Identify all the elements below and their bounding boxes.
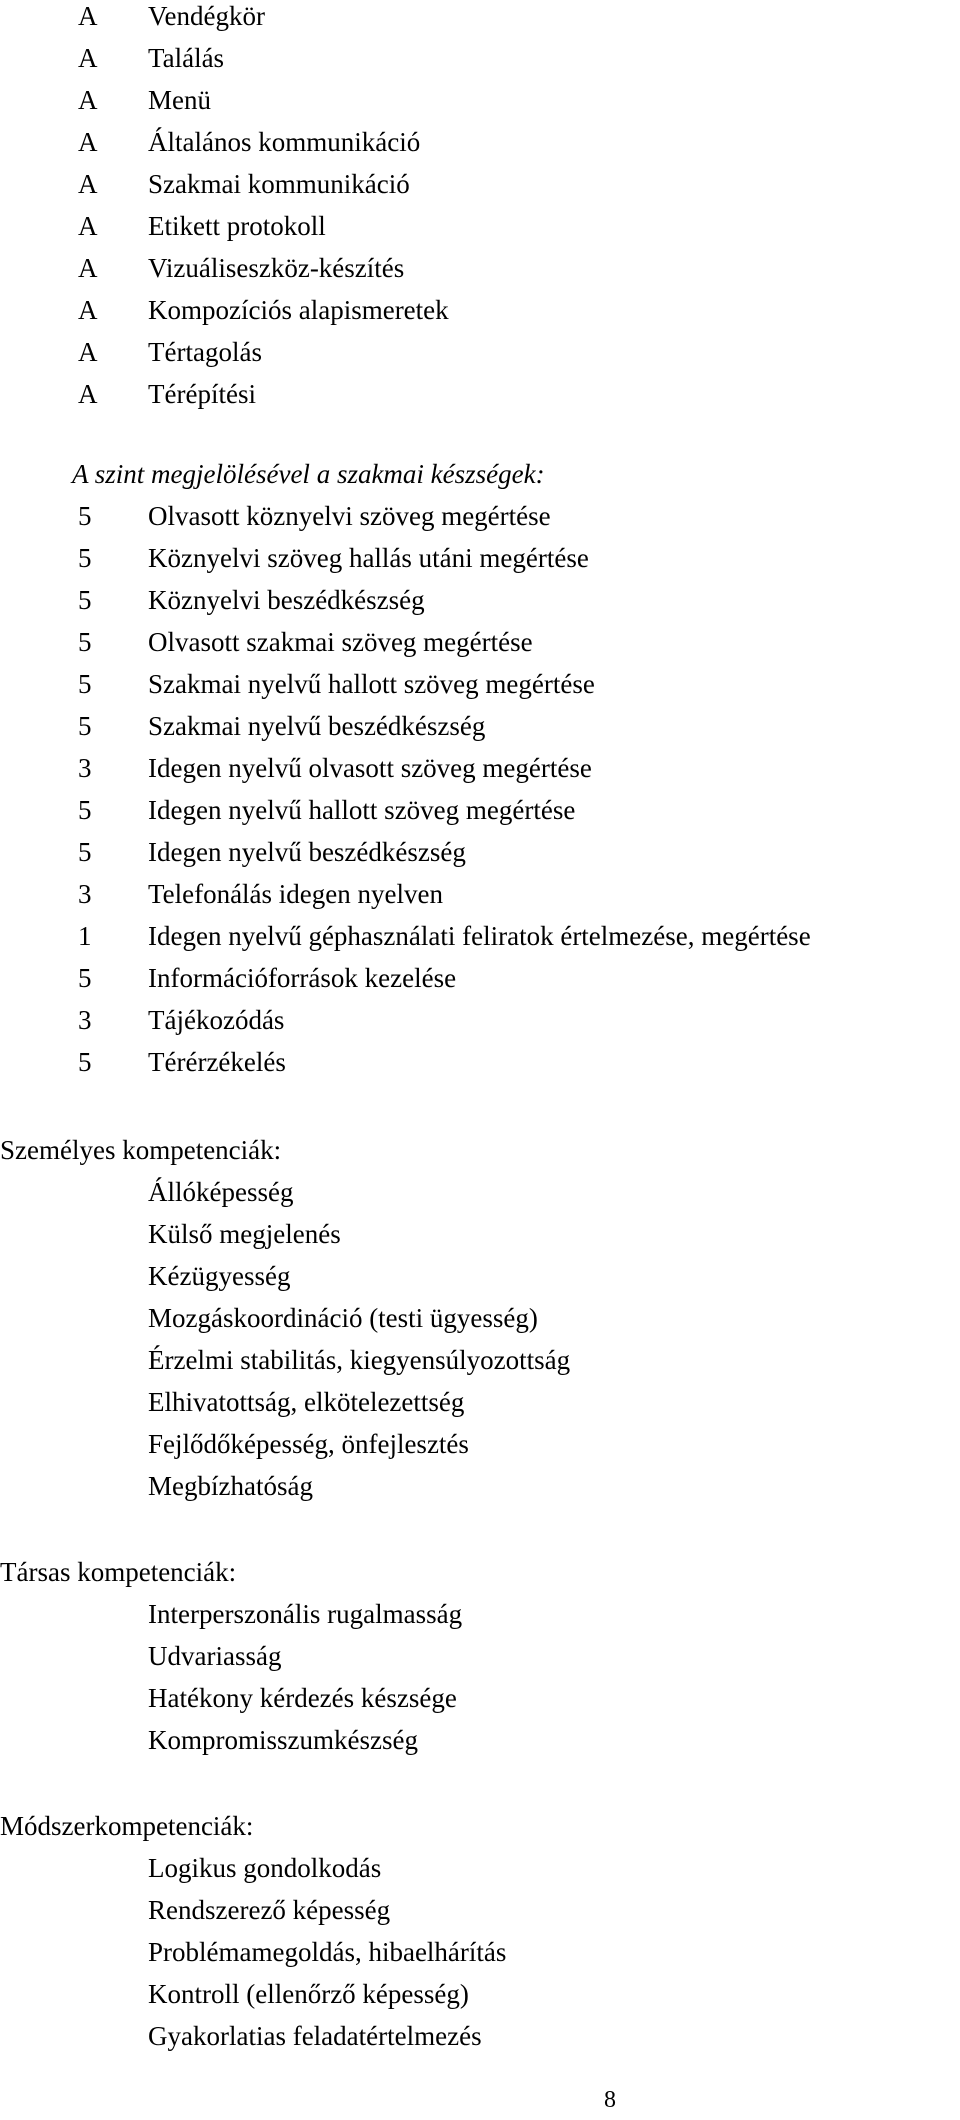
level-code: A [78,127,98,157]
list-item: Gyakorlatias feladatértelmezés [148,2021,482,2051]
list-item: Hatékony kérdezés készsége [148,1683,457,1713]
list-item: Logikus gondolkodás [148,1853,382,1883]
item-label: Köznyelvi szöveg hallás utáni megértése [148,543,589,573]
list-item: Állóképesség [148,1177,294,1207]
item-label: Etikett protokoll [148,211,326,241]
item-label: Információforrások kezelése [148,963,457,993]
list-item [0,1046,960,1088]
level-code: A [78,295,98,325]
list-item [0,626,960,668]
item-label: Általános kommunikáció [148,127,421,157]
list-item: Elhivatottság, elkötelezettség [148,1387,465,1417]
level-code: A [78,379,98,409]
level-code: 5 [78,543,92,573]
item-label: Olvasott szakmai szöveg megértése [148,627,533,657]
level-code: 5 [78,585,92,615]
list-item [0,1004,960,1046]
list-item [0,584,960,626]
list-item [0,42,960,84]
list-item: Udvariasság [148,1641,282,1671]
item-label: Szakmai kommunikáció [148,169,410,199]
skills-heading: A szint megjelölésével a szakmai készségek: [72,459,545,489]
level-code: 5 [78,669,92,699]
item-label: Kompozíciós alapismeretek [148,295,449,325]
level-code: A [78,169,98,199]
list-item: Kontroll (ellenőrző képesség) [148,1979,469,2009]
level-code: A [78,337,98,367]
item-label: Idegen nyelvű beszédkészség [148,837,466,867]
item-label: Találás [148,43,225,73]
list-item [0,126,960,168]
level-code: 3 [78,879,92,909]
method-competencies-heading: Módszerkompetenciák: [0,1811,254,1841]
personal-competencies-section [0,1134,960,1512]
item-label: Tájékozódás [148,1005,285,1035]
list-item [0,752,960,794]
item-label: Telefonálás idegen nyelven [148,879,443,909]
item-label: Menü [148,85,211,115]
level-code: 5 [78,795,92,825]
level-code: A [78,1,98,31]
level-code: 5 [78,963,92,993]
list-item: Fejlődőképesség, önfejlesztés [148,1429,469,1459]
level-code: A [78,85,98,115]
list-item [0,836,960,878]
item-label: Térérzékelés [148,1047,286,1077]
list-item [0,500,960,542]
list-item [0,336,960,378]
level-code: 5 [78,501,92,531]
level-code: 5 [78,711,92,741]
list-item: Interperszonális rugalmasság [148,1599,463,1629]
list-item [0,168,960,210]
list-item [0,378,960,420]
item-label: Térépítési [148,379,256,409]
list-item: Rendszerező képesség [148,1895,391,1925]
item-label: Idegen nyelvű olvasott szöveg megértése [148,753,592,783]
list-item [0,0,960,42]
list-item: Érzelmi stabilitás, kiegyensúlyozottság [148,1345,571,1375]
item-label: Szakmai nyelvű beszédkészség [148,711,486,741]
item-label: Idegen nyelvű hallott szöveg megértése [148,795,576,825]
subjects-list [0,0,960,420]
level-code: 5 [78,627,92,657]
list-item [0,668,960,710]
level-code: 1 [78,921,92,951]
level-code: A [78,211,98,241]
level-code: A [78,43,98,73]
item-label: Vizuáliseszköz-készítés [148,253,405,283]
list-item: Kompromisszumkészség [148,1725,418,1755]
item-label: Olvasott köznyelvi szöveg megértése [148,501,551,531]
level-code: 3 [78,753,92,783]
level-code: 5 [78,837,92,867]
list-item [0,542,960,584]
item-label: Köznyelvi beszédkészség [148,585,425,615]
list-item [0,710,960,752]
skills-section [0,458,960,1088]
social-competencies-heading: Társas kompetenciák: [0,1557,237,1587]
list-item [0,252,960,294]
level-code: 3 [78,1005,92,1035]
method-competencies-section [0,1810,960,2062]
list-item [0,920,960,962]
personal-competencies-heading: Személyes kompetenciák: [0,1135,282,1165]
item-label: Szakmai nyelvű hallott szöveg megértése [148,669,595,699]
list-item [0,84,960,126]
list-item [0,210,960,252]
item-label: Idegen nyelvű géphasználati feliratok értelmezése, megértése [148,921,811,951]
list-item [0,878,960,920]
list-item [0,294,960,336]
level-code: 5 [78,1047,92,1077]
list-item: Kézügyesség [148,1261,291,1291]
item-label: Vendégkör [148,1,265,31]
list-item: Külső megjelenés [148,1219,341,1249]
item-label: Tértagolás [148,337,262,367]
list-item [0,962,960,1004]
list-item: Megbízhatóság [148,1471,313,1501]
social-competencies-section [0,1556,960,1766]
list-item [0,794,960,836]
list-item: Mozgáskoordináció (testi ügyesség) [148,1303,538,1333]
level-code: A [78,253,98,283]
list-item: Problémamegoldás, hibaelhárítás [148,1937,507,1967]
page-number: 8 [604,2087,616,2113]
